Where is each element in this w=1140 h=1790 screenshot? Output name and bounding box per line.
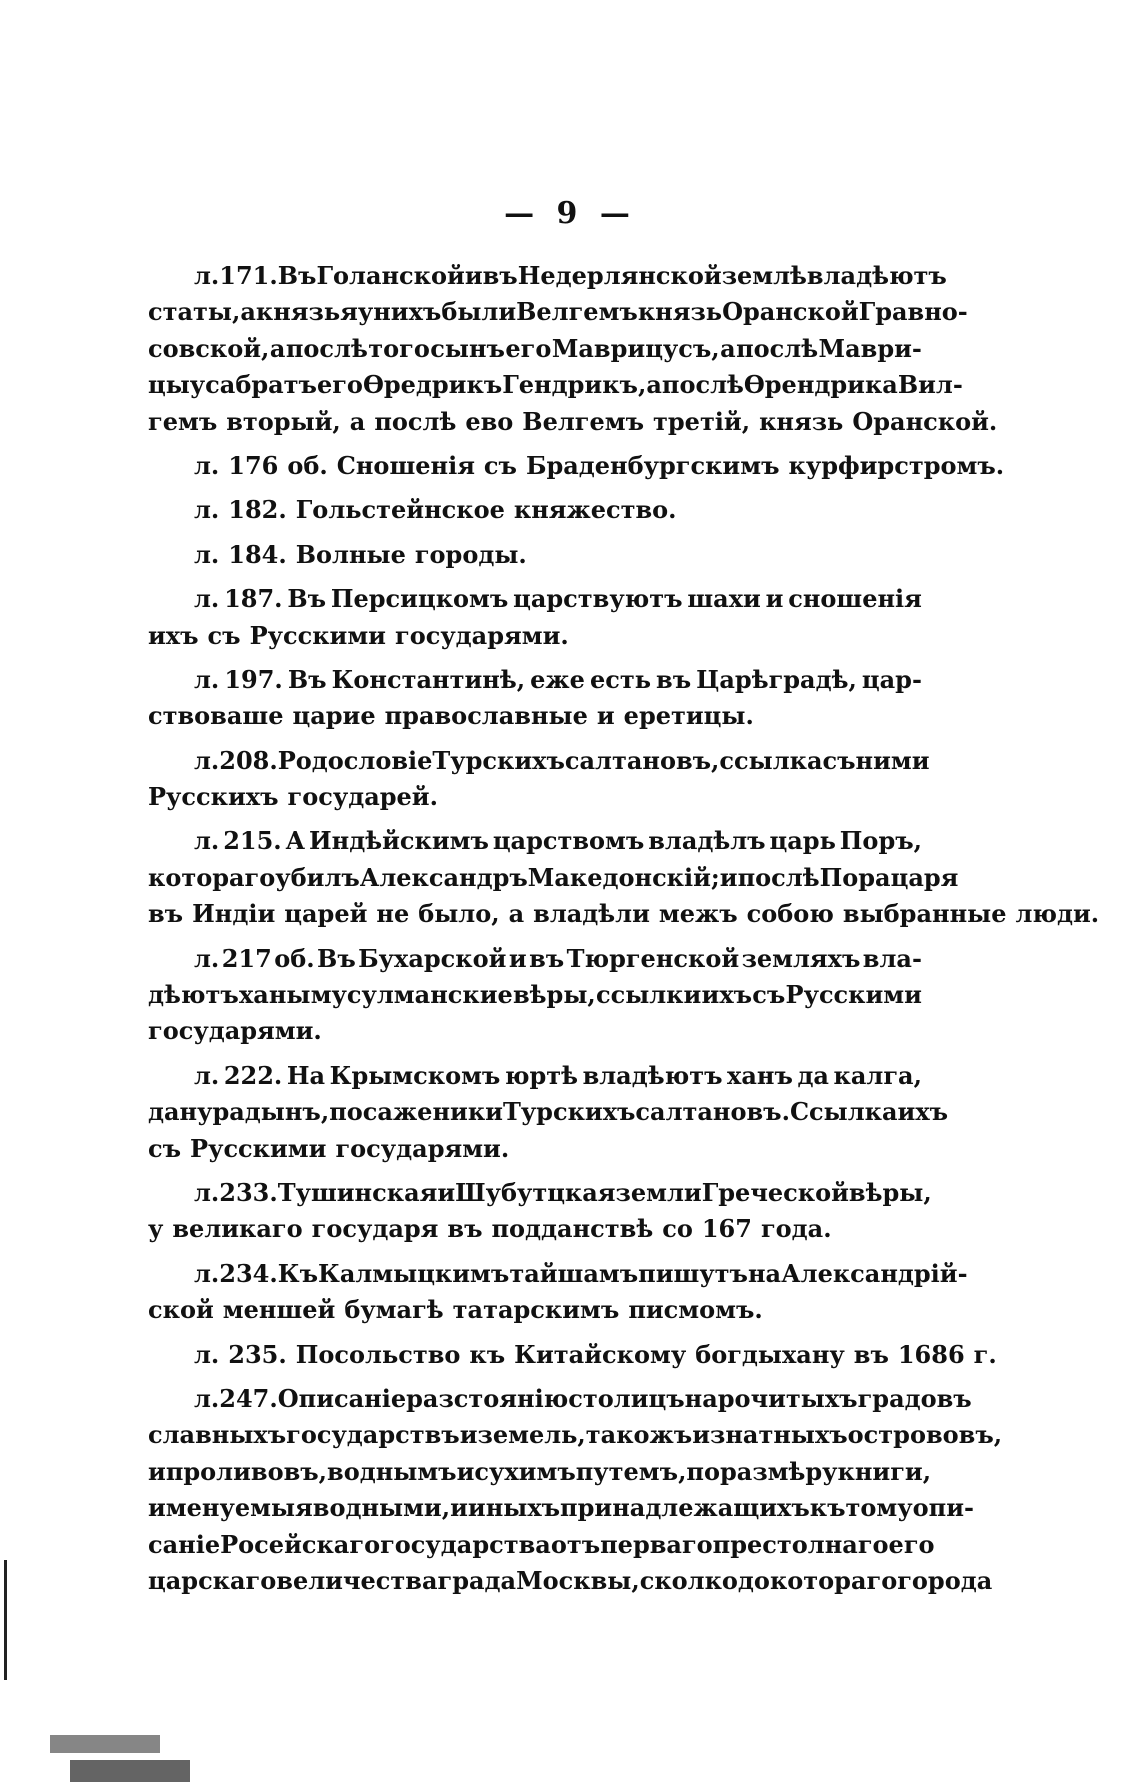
text-line: славныхъ государствъ и земель, такожъ и знатныхъ острововъ, bbox=[148, 1420, 1003, 1450]
text-line: саніе Росейскаго государства отъ перваго престолнаго его bbox=[148, 1529, 935, 1559]
catalog-entry bbox=[148, 537, 922, 573]
text-line: въ Индіи царей не было, а владѣли межъ собою выбранные люди. bbox=[148, 899, 1100, 929]
text-line: л. 184. Волные городы. bbox=[194, 539, 527, 569]
scan-corner-speckle-2 bbox=[70, 1760, 190, 1782]
catalog-entry bbox=[148, 941, 922, 1050]
text-line: л. 222. На Крымскомъ юртѣ владѣютъ ханъ да калга, bbox=[194, 1060, 922, 1090]
text-line: л. 187. Въ Персицкомъ царствуютъ шахи и сношенія bbox=[194, 584, 922, 614]
text-line: л. 197. Въ Константинѣ, еже есть въ Царѣградѣ, цар- bbox=[194, 664, 922, 694]
text-body bbox=[148, 258, 1100, 1607]
text-line: л. 217 об. Въ Бухарской и въ Тюргенской земляхъ вла- bbox=[194, 943, 922, 973]
text-line: цыуса братъ его Ѳредрикъ Гендрикъ, а послѣ Ѳрендрика Вил- bbox=[148, 370, 963, 400]
text-line: ствоваше царие православные и еретицы. bbox=[148, 701, 754, 731]
text-line: котораго убилъ Александръ Македонскій; и послѣ Пора царя bbox=[148, 862, 959, 892]
text-line: л. 234. Къ Калмыцкимъ тайшамъ пишутъ на Александрій- bbox=[194, 1258, 968, 1288]
text-line: у великаго государя въ подданствѣ со 167 года. bbox=[148, 1214, 832, 1244]
text-line: ихъ съ Русскими государями. bbox=[148, 620, 569, 650]
catalog-entry bbox=[148, 1256, 968, 1329]
text-line: Русскихъ государей. bbox=[148, 782, 438, 812]
text-line: дѣютъ ханы мусулманские вѣры, ссылки ихъ съ Русскими bbox=[148, 980, 922, 1010]
catalog-entry bbox=[148, 1058, 949, 1167]
text-line: л. 171. Въ Голанской и въ Недерлянской землѣ владѣютъ bbox=[194, 261, 947, 290]
text-line: ской меншей бумагѣ татарскимъ писмомъ. bbox=[148, 1295, 763, 1325]
text-line: л. 176 об. Сношенія съ Браденбургскимъ курфирстромъ. bbox=[194, 450, 1005, 480]
scan-corner-speckle bbox=[50, 1735, 160, 1753]
catalog-entry bbox=[148, 258, 998, 440]
text-line: государями. bbox=[148, 1016, 322, 1046]
text-line: статы, а князья у нихъ были Велгемъ князь Оранской Гравно- bbox=[148, 297, 968, 327]
catalog-entry bbox=[148, 743, 930, 816]
catalog-entry bbox=[148, 823, 1100, 932]
catalog-entry bbox=[148, 448, 1005, 484]
page-number: — 9 — bbox=[504, 196, 636, 231]
text-line: да нурадынъ, посаженики Турскихъ салтановъ. Ссылка ихъ bbox=[148, 1097, 949, 1127]
scan-edge-mark bbox=[4, 1560, 7, 1680]
catalog-entry bbox=[148, 1381, 1003, 1599]
text-line: л. 215. А Индѣйскимъ царствомъ владѣлъ царь Поръ, bbox=[194, 826, 922, 856]
text-line: л. 233. Тушинская и Шубутцкая земли Греческой вѣры, bbox=[194, 1177, 932, 1207]
text-line: гемъ вторый, а послѣ ево Велгемъ третій, князь Оранской. bbox=[148, 406, 998, 436]
text-line: совской, а послѣ того сынъ его Маврицусъ, а послѣ Маври- bbox=[148, 333, 922, 363]
text-line: л. 182. Гольстейнское княжество. bbox=[194, 495, 677, 525]
text-line: и проливовъ, воднымъ и сухимъ путемъ, по размѣру книги, bbox=[148, 1456, 932, 1486]
text-line: л. 235. Посольство къ Китайскому богдыхану въ 1686 г. bbox=[194, 1339, 997, 1369]
catalog-entry bbox=[148, 581, 922, 654]
text-line: л. 247. Описаніе разстоянію столицъ нарочитыхъ градовъ bbox=[194, 1383, 972, 1413]
text-line: л. 208. Родословіе Турскихъ салтановъ, ссылка съ ними bbox=[194, 745, 930, 775]
catalog-entry bbox=[148, 1175, 932, 1248]
text-line: царскаго величества града Москвы, сколко до котораго города bbox=[148, 1565, 993, 1595]
text-line: именуемыя водными, и иныхъ принадлежащихъ къ тому опи- bbox=[148, 1493, 974, 1523]
text-line: съ Русскими государями. bbox=[148, 1133, 510, 1163]
catalog-entry bbox=[148, 492, 922, 528]
catalog-entry bbox=[148, 1337, 997, 1373]
catalog-entry bbox=[148, 662, 922, 735]
